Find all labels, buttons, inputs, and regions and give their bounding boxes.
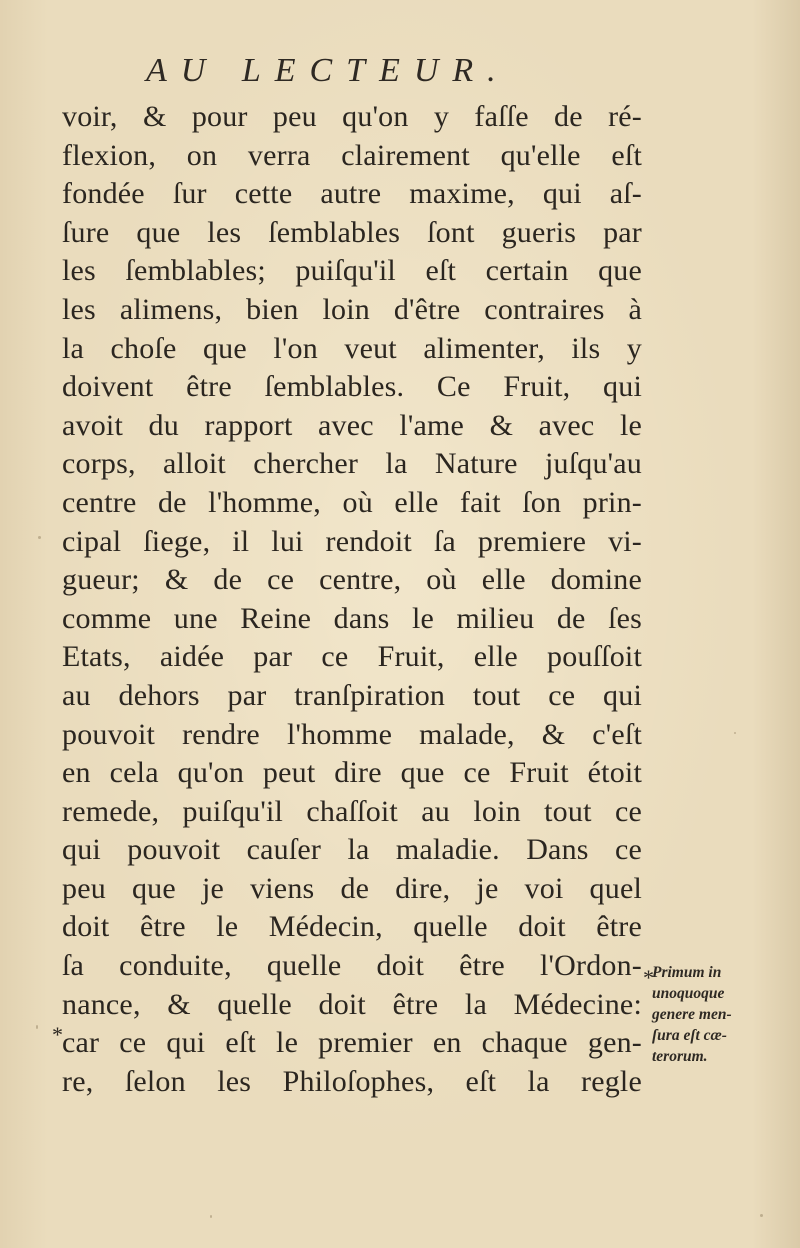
text-line: comme une Reine dans le milieu de ſes	[62, 601, 642, 635]
margin-note-line: ſura eſt cæ-	[652, 1027, 727, 1044]
margin-note-line: unoquoque	[652, 985, 725, 1002]
text-line: gueur; & de ce centre, où elle domine	[62, 563, 642, 597]
footnote-marker: *	[52, 1022, 63, 1047]
text-line: les ſemblables; puiſqu'il eſt certain que	[62, 254, 642, 288]
body-text	[62, 98, 642, 1101]
text-line: avoit du rapport avec l'ame & avec le	[62, 408, 642, 442]
text-line: corps, alloit chercher la Nature juſqu'au	[62, 447, 642, 481]
footnote-marker: *	[643, 965, 654, 990]
running-title: AU LECTEUR.	[146, 52, 510, 89]
paper-speck	[760, 1214, 763, 1217]
margin-note-line: terorum.	[652, 1048, 708, 1065]
text-line: flexion, on verra clairement qu'elle eſt	[62, 138, 642, 172]
text-line: Etats, aidée par ce Fruit, elle pouſſoit	[62, 640, 642, 674]
text-line: fondée ſur cette autre maxime, qui aſ-	[62, 177, 642, 211]
text-line: remede, puiſqu'il chaſſoit au loin tout ce	[62, 794, 642, 828]
text-line: nance, & quelle doit être la Médecine:	[62, 987, 642, 1021]
text-line: ſure que les ſemblables ſont gueris par	[62, 215, 642, 249]
margin-note-line: Primum in	[652, 964, 722, 981]
text-line: doivent être ſemblables. Ce Fruit, qui	[62, 370, 642, 404]
text-line: en cela qu'on peut dire que ce Fruit étoit	[62, 756, 642, 790]
text-line: qui pouvoit cauſer la maladie. Dans ce	[62, 833, 642, 867]
paper-speck	[210, 1215, 212, 1218]
text-line: pouvoit rendre l'homme malade, & c'eſt	[62, 717, 642, 751]
text-line: la choſe que l'on veut alimenter, ils y	[62, 331, 642, 365]
text-line: car ce qui eſt le premier en chaque gen-	[62, 1026, 642, 1060]
paper-speck	[38, 536, 41, 539]
text-line: voir, & pour peu qu'on y faſſe de ré-	[62, 100, 642, 133]
margin-note	[652, 962, 772, 1067]
text-line: peu que je viens de dire, je voi quel	[62, 871, 642, 905]
text-line: au dehors par tranſpiration tout ce qui	[62, 678, 642, 712]
text-line: ſa conduite, quelle doit être l'Ordon-	[62, 949, 642, 983]
paper-speck	[36, 1025, 38, 1029]
text-line: centre de l'homme, où elle fait ſon prin-	[62, 485, 642, 519]
margin-note-line: genere men-	[652, 1006, 732, 1023]
text-line: doit être le Médecin, quelle doit être	[62, 910, 642, 944]
text-line: les alimens, bien loin d'être contraires à	[62, 292, 642, 326]
text-line: re, ſelon les Philoſophes, eſt la regle	[62, 1064, 642, 1098]
paper-speck	[734, 732, 736, 734]
text-line: cipal ſiege, il lui rendoit ſa premiere vi-	[62, 524, 642, 558]
